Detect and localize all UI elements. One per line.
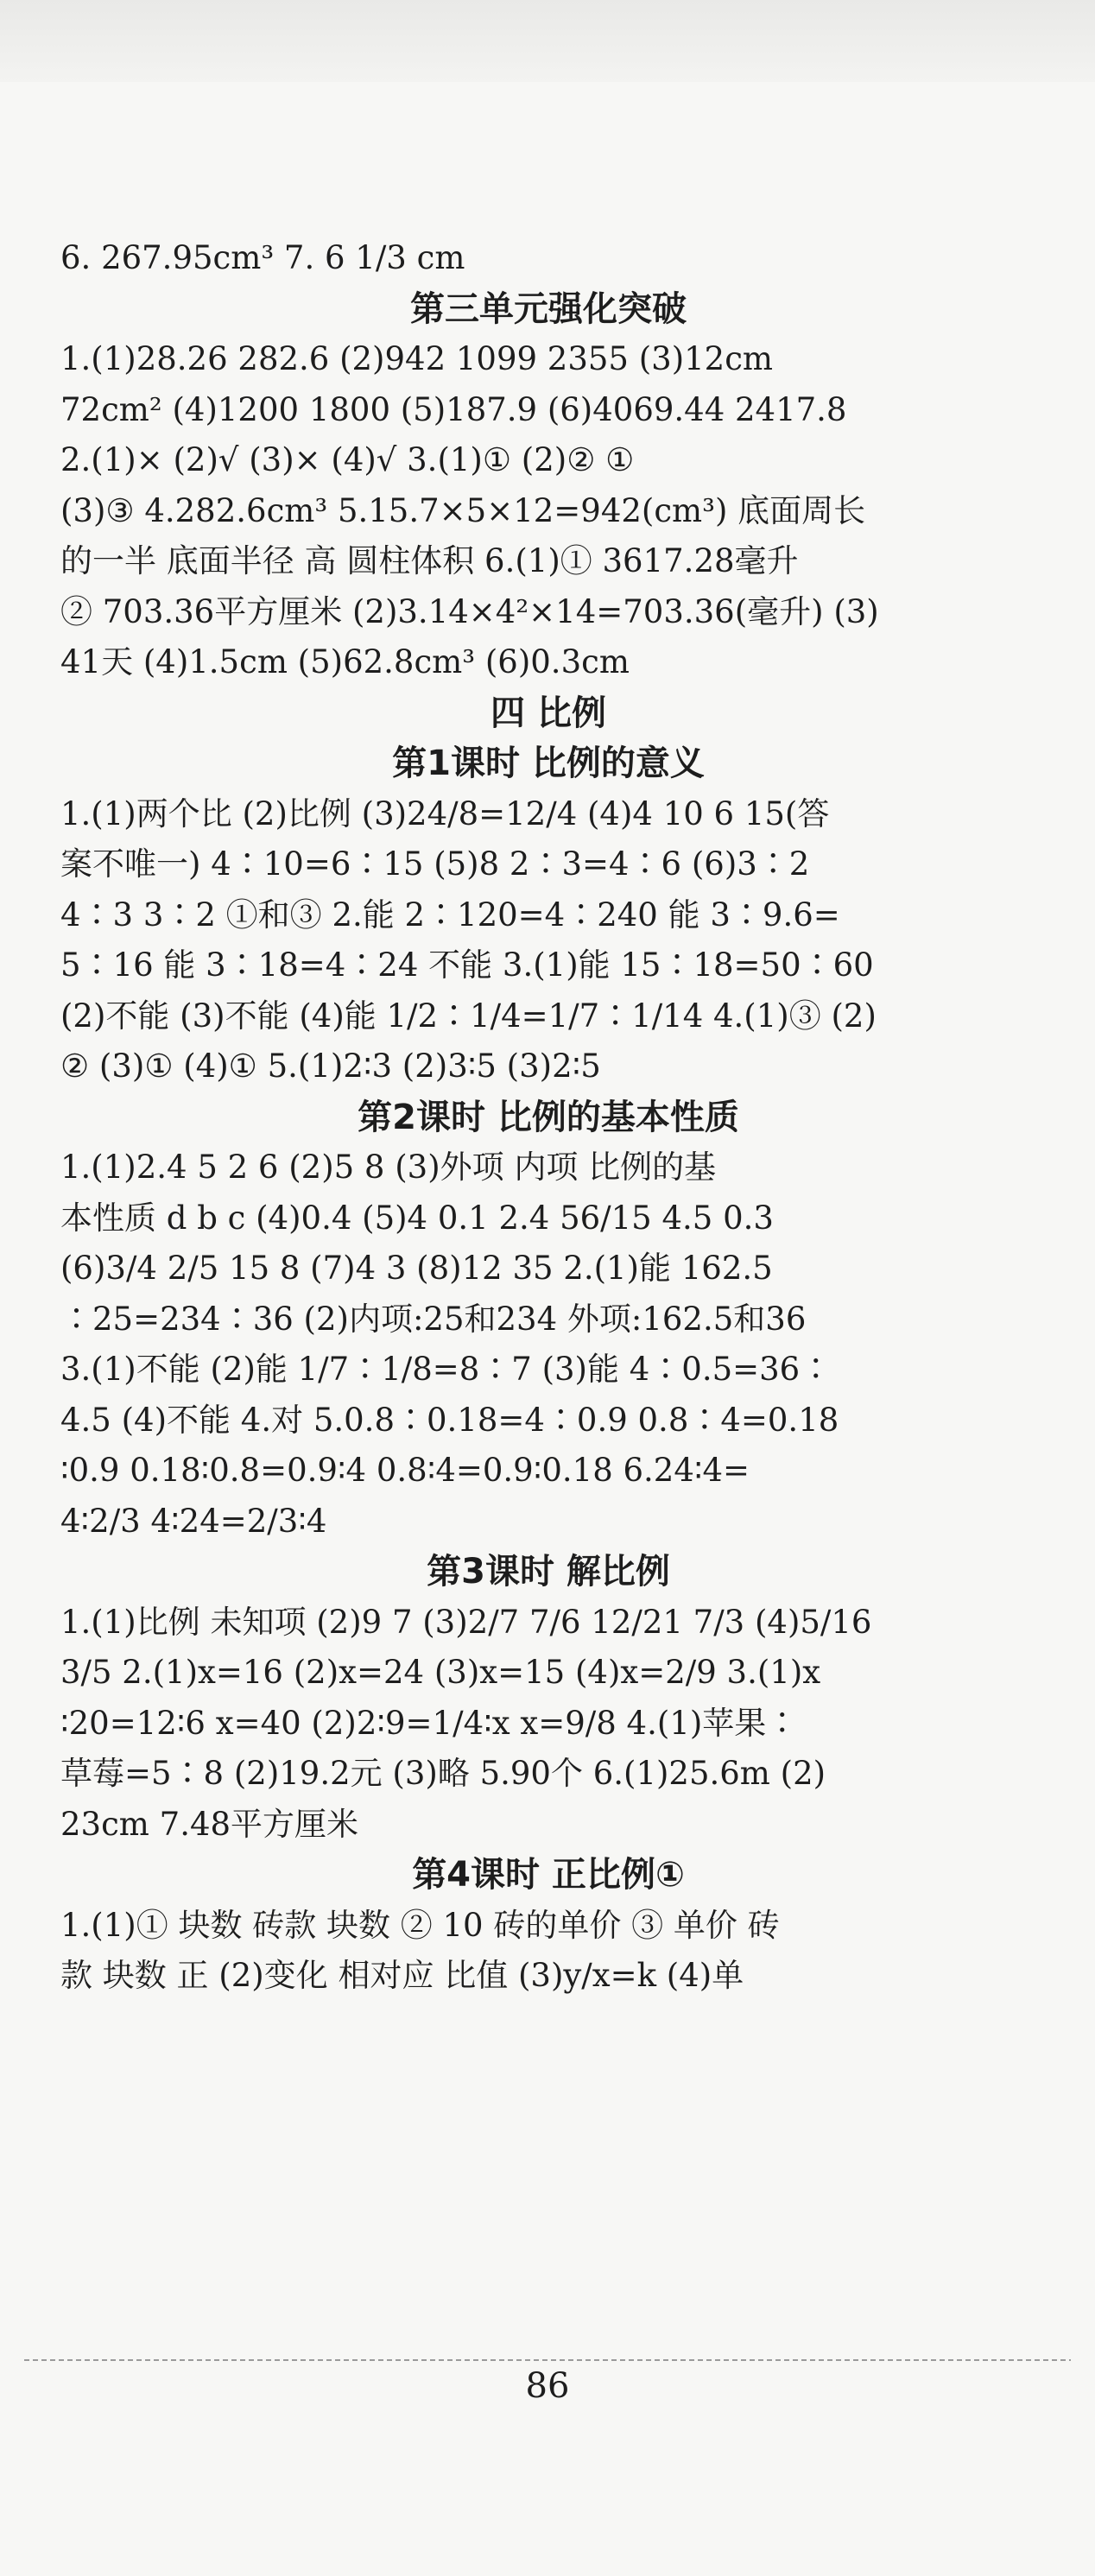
lesson-title: 第2课时 比例的基本性质 [358,1097,739,1137]
answer-line: 草莓=5∶8 (2)19.2元 (3)略 5.90个 6.(1)25.6m (2) [60,1755,826,1792]
answer-line: 案不唯一) 4∶10=6∶15 (5)8 2∶3=4∶6 (6)3∶2 [60,845,810,883]
lesson-title: 第3课时 解比例 [427,1552,670,1592]
answer-line: 4.5 (4)不能 4.对 5.0.8∶0.18=4∶0.9 0.8∶4=0.18 [60,1401,839,1439]
answer-line: 1.(1)① 块数 砖款 块数 ② 10 砖的单价 ③ 单价 砖 [60,1906,780,1944]
answer-line: 41天 (4)1.5cm (5)62.8cm³ (6)0.3cm [60,643,630,680]
answer-line: 1.(1)2.4 5 2 6 (2)5 8 (3)外项 内项 比例的基 [60,1149,717,1186]
answer-line: (2)不能 (3)不能 (4)能 1/2∶1/4=1/7∶1/14 4.(1)③ (2) [60,997,877,1035]
answer-line: 3/5 2.(1)x=16 (2)x=24 (3)x=15 (4)x=2/9 3.(1)x [60,1654,821,1691]
lesson-title: 第4课时 正比例① [412,1855,685,1895]
section-title: 第三单元强化突破 [410,288,687,329]
lesson-title: 第1课时 比例的意义 [392,744,705,783]
answer-line: ∶20=12∶6 x=40 (2)2∶9=1/4∶x x=9/8 4.(1)苹果∶ [60,1704,799,1742]
answer-line: ∶0.9 0.18∶0.8=0.9∶4 0.8∶4=0.9∶0.18 6.24∶4= [60,1452,750,1489]
answer-line: 23cm 7.48平方厘米 [60,1805,359,1843]
answer-line: 4∶2/3 4∶24=2/3∶4 [60,1502,327,1540]
answer-line: 1.(1)两个比 (2)比例 (3)24/8=12/4 (4)4 10 6 15(答 [60,794,830,832]
answer-line: (6)3/4 2/5 15 8 (7)4 3 (8)12 35 2.(1)能 162.5 [60,1250,773,1287]
answer-line: 3.(1)不能 (2)能 1/7∶1/8=8∶7 (3)能 4∶0.5=36∶ [60,1351,832,1388]
answer-line: ② 703.36平方厘米 (2)3.14×4²×14=703.36(毫升) (3) [60,592,879,630]
answer-line: 款 块数 正 (2)变化 相对应 比值 (3)y/x=k (4)单 [60,1957,744,1994]
scan-shadow [0,0,1095,82]
page-number: 86 [525,2366,570,2406]
answer-line: 72cm² (4)1200 1800 (5)187.9 (6)4069.44 2417.8 [60,390,847,428]
answer-line: 的一半 底面半径 高 圆柱体积 6.(1)① 3617.28毫升 [60,542,799,579]
answer-line: 1.(1)比例 未知项 (2)9 7 (3)2/7 7/6 12/21 7/3 (4)5/16 [60,1603,872,1641]
answer-line: 6. 267.95cm³ 7. 6 1/3 cm [60,239,465,276]
answer-line: 本性质 d b c (4)0.4 (5)4 0.1 2.4 56/15 4.5 0.3 [60,1199,774,1237]
answer-line: ② (3)① (4)① 5.(1)2∶3 (2)3∶5 (3)2∶5 [60,1047,601,1085]
answer-line: ∶25=234∶36 (2)内项:25和234 外项:162.5和36 [60,1300,807,1338]
answer-line: 5∶16 能 3∶18=4∶24 不能 3.(1)能 15∶18=50∶60 [60,946,874,984]
chapter-title: 四 比例 [491,693,606,733]
answer-line: 4∶3 3∶2 ①和③ 2.能 2∶120=4∶240 能 3∶9.6= [60,896,840,934]
answer-content [60,233,1036,2002]
answer-line: 2.(1)× (2)√ (3)× (4)√ 3.(1)① (2)② ① [60,441,635,478]
bottom-dashed-rule [24,2359,1071,2361]
answer-line: (3)③ 4.282.6cm³ 5.15.7×5×12=942(cm³) 底面周长 [60,491,866,529]
answer-line: 1.(1)28.26 282.6 (2)942 1099 2355 (3)12cm [60,340,774,377]
